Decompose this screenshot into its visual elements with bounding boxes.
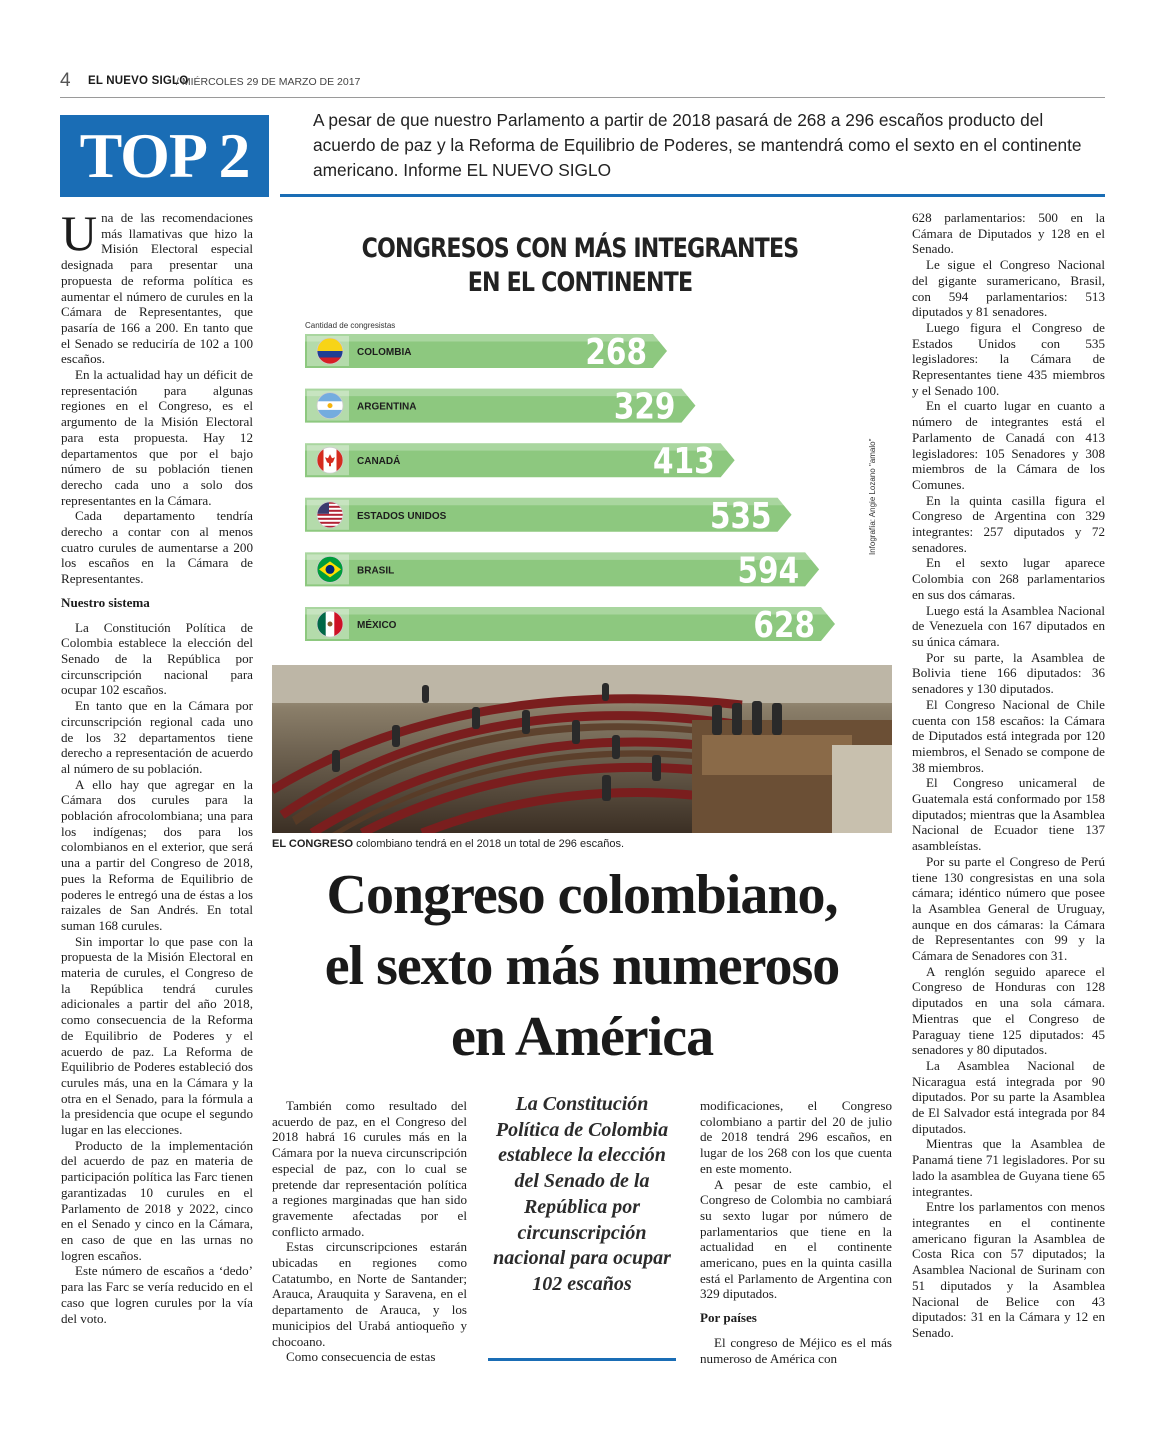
paragraph: El Congreso unicameral de Guatemala está conformado por 158 diputados; mientras que la Asamblea Nacional de Ecuador tiene 137 asambleístas. <box>912 775 1105 854</box>
chart-bar-row <box>305 603 835 646</box>
chart-category-label: COLOMBIA <box>357 347 412 358</box>
pull-quote-rule <box>488 1358 676 1361</box>
paragraph: En tanto que en la Cámara por circunscripción regional cada uno de los 32 departamentos tiene derecho a representación de acuerdo al número de su población. <box>61 698 253 776</box>
chart-category-label: BRASIL <box>357 565 395 577</box>
paragraph <box>61 205 253 367</box>
paragraph: En el sexto lugar aparece Colombia con 268 parlamentarios en sus dos cámaras. <box>912 555 1105 602</box>
chart-title <box>350 232 809 300</box>
paragraph: 628 parlamentarios: 500 en la Cámara de Diputados y 128 en el Senado. <box>912 210 1105 257</box>
headline <box>272 860 892 1073</box>
paragraph: Le sigue el Congreso Nacional del gigante suramericano, Brasil, con 594 parlamentarios: 513 diputados y 81 senadores. <box>912 257 1105 320</box>
subheading: Por países <box>700 1310 757 1326</box>
chart-bar-row <box>305 439 735 482</box>
paragraph: A ello hay que agregar en la Cámara dos curules para la población afrocolombiana; una para los indígenas; dos para los colombianos en el exterior, que será una a partir del Congreso de 2018, pues la Reforma de Equilibrio de poderes le entregó una de éstas a los raizales de San Andrés. En total suman 168 curules. <box>61 776 253 933</box>
paragraph: Sin importar lo que pase con la propuesta de la Misión Electoral en materia de curules, el Congreso de la República tendrá curules adicionales a partir del año 2018, como consecuencia de la Reforma de Equilibrio de Poderes y el acuerdo de paz. La Reforma de Equilibrio de Poderes estableció dos curules más, una en la Cámara y la otra en el Senado, para la fórmula a la presidencia que ocupe el segundo lugar en las elecciones. <box>61 933 253 1138</box>
intro-rule <box>280 194 1105 197</box>
chart-bar-row <box>305 548 819 591</box>
caption-text: colombiano tendrá en el 2018 un total de 296 escaños. <box>353 838 625 850</box>
chart-axis-label: Cantidad de congresistas <box>305 321 396 330</box>
paragraph: Entre los parlamentos con menos integrantes en el continente americano figuran la Asamblea de Costa Rica con 57 diputados; la Asamblea Nacional de Surinam con 51 diputados y la Asamblea Nacional de Belice con 43 diputados: 31 en la Cámara y 12 en Senado. <box>912 1199 1105 1340</box>
chart-data-label: 628 <box>753 603 815 646</box>
flag-icon <box>317 502 343 528</box>
infographic-credit: Infografía: Angie Lozano "amalo" <box>868 438 877 555</box>
chart-data-label: 535 <box>709 493 772 537</box>
chart-data-label: 268 <box>585 330 647 373</box>
chart-bar-row <box>305 330 667 373</box>
chart-data-label: 594 <box>737 548 800 592</box>
paragraph: Estas circunscripciones estarán ubicadas en regiones como Catatumbo, en Norte de Santander; Arauca, Arauquita y Saravena, en el departamento de Arauca, y los municipios del Urabá antioqueño y chocoano. <box>272 1239 467 1349</box>
publication-date: / MIÉRCOLES 29 DE MARZO DE 2017 <box>176 76 361 88</box>
paragraph: Producto de la implementación del acuerdo de paz en materia de participación política las Farc tienen garantizadas 10 curules en el Parlamento de 2018 y 2022, cinco en el Senado y cinco en la Cámara, en caso de que en las urnas no logren escaños. <box>61 1137 253 1263</box>
flag-icon <box>317 393 343 419</box>
paragraph: La Constitución Política de Colombia establece la elección del Senado de la República por circunscripción nacional para ocupar 102 escaños. <box>61 619 253 698</box>
paragraph: A renglón seguido aparece el Congreso de Honduras con 128 diputados en una sola cámara. Mientras que el Congreso de Paraguay tiene 125 diputados: 45 senadores y 80 diputados. <box>912 963 1105 1058</box>
newspaper-name: EL NUEVO SIGLO <box>88 75 189 87</box>
paragraph: Cada departamento tendría derecho a contar con al menos cuatro curules de aumentarse a 200 los escaños en la Cámara de Representantes. <box>61 508 253 587</box>
paragraph: El Congreso Nacional de Chile cuenta con 158 escaños: la Cámara de Diputados está integrada por 120 miembros, el Senado se compone de 38 miembros. <box>912 696 1105 775</box>
chart-data-label: 329 <box>613 384 676 428</box>
flag-icon <box>317 556 343 582</box>
chart-bar-row <box>305 494 792 537</box>
paragraph: En la actualidad hay un déficit de representación para algunas regiones en el Congreso, es el argumento de la Misión Electoral para esta propuesta. Hay 12 departamentos que por el bajo número de su población tienen derecho cada uno a solo dos representantes en la Cámara. <box>61 367 253 508</box>
paragraph: El congreso de Méjico es el más numeroso de América con <box>700 1334 892 1366</box>
article-column-5 <box>700 1098 892 1366</box>
flag-icon <box>317 611 343 637</box>
article-column-3 <box>272 1098 467 1365</box>
subheading: Nuestro sistema <box>61 594 150 610</box>
pull-quote: La Constitución Política de Colombia establece la elección del Senado de la República por circunscripción nacional para ocupar 102 escaños <box>493 1093 671 1295</box>
paragraph: En el cuarto lugar en cuanto a número de integrantes está el Parlamento de Canadá con 413 legisladores: 105 Senadores y 308 miembros de la Cámara de los Comunes. <box>912 398 1105 492</box>
paragraph: Como consecuencia de estas <box>286 1349 436 1365</box>
chart-category-label: ESTADOS UNIDOS <box>357 510 447 522</box>
paragraph: La Asamblea Nacional de Nicaragua está integrada por 90 diputados. Por su parte la Asamblea de El Salvador está integrada por 84 diputados. <box>912 1057 1105 1136</box>
headline-line: el sexto más numeroso <box>324 935 840 997</box>
chart-title-line: CONGRESOS CON MÁS INTEGRANTES <box>361 233 799 264</box>
bar-chart <box>300 318 860 650</box>
paragraph: A pesar de este cambio, el Congreso de Colombia no cambiará su sexto lugar por número de parlamentarios que tiene en la actualidad en el continente americano, pues en la quinta casilla está el Parlamento de Argentina con 329 diputados. <box>700 1176 892 1302</box>
paragraph: Luego figura el Congreso de Estados Unidos con 535 legisladores: la Cámara de Representantes tiene 435 miembros y el Senado 100. <box>912 319 1105 398</box>
chart-title-line: EN EL CONTINENTE <box>467 267 693 298</box>
paragraph: Luego está la Asamblea Nacional de Venezuela con 167 diputados en su única cámara. <box>912 602 1105 649</box>
paragraph: Mientras que la Asamblea de Panamá tiene 71 legisladores. Por su lado la asamblea de Guyana tiene 65 integrantes. <box>912 1136 1105 1199</box>
chart-data-label: 413 <box>653 439 715 482</box>
chart-bar-row <box>305 385 695 428</box>
congress-photo <box>272 665 892 833</box>
paragraph-text: na de las recomendaciones más llamativas que hizo la Misión Electoral especial designada para presentar una propuesta de reforma política es aumentar el número de curules en la Cámara de Representantes, que pasaría de 166 a 200. En tanto que el Senado se reduciría de 102 a 100 escaños. <box>61 210 253 367</box>
headline-line: Congreso colombiano, <box>326 864 838 926</box>
header-rule <box>60 97 1105 98</box>
paragraph: Por su parte el Congreso de Perú tiene 130 congresistas en una sola cámara; idéntico número que posee la Asamblea General de Uruguay, aunque en dos cámaras: la Cámara de Representantes con 99 y la Cámara de Senadores con 31. <box>912 853 1105 964</box>
paragraph: Este número de escaños a ‘dedo’ para las Farc se vería reducido en el caso que logren curules por la vía del voto. <box>61 1263 253 1326</box>
paragraph: modificaciones, el Congreso colombiano a partir del 20 de julio de 2018 tendrá 296 escaños, en lugar de los 268 con los que cuenta en este momento. <box>700 1098 892 1176</box>
paragraph: Por su parte, la Asamblea de Bolivia tiene 166 diputados: 36 senadores y 130 diputados. <box>912 649 1105 697</box>
chart-category-label: MÉXICO <box>357 620 397 631</box>
chart-category-label: CANADÁ <box>357 456 401 468</box>
drop-cap: U <box>61 205 98 261</box>
caption-lead: EL CONGRESO <box>272 838 354 850</box>
chart-category-label: ARGENTINA <box>357 401 417 413</box>
photo-caption <box>272 838 624 850</box>
paragraph: También como resultado del acuerdo de paz, en el Congreso del 2018 habrá 16 curules más en la Cámara por la nueva circunscripción especial de paz, con lo cual se pretende dar representación política a regiones marginadas que han sido gravemente afectadas por el conflicto armado. <box>272 1098 467 1239</box>
page-number: 4 <box>60 70 71 91</box>
section-label: TOP 2 <box>79 120 250 191</box>
article-column-right <box>912 210 1105 1341</box>
flag-icon <box>317 338 343 364</box>
headline-line: en América <box>450 1006 714 1068</box>
article-column-1 <box>61 205 253 1326</box>
flag-icon <box>317 447 343 473</box>
paragraph: En la quinta casilla figura el Congreso de Argentina con 329 integrantes: 257 diputados y 72 senadores. <box>912 492 1105 555</box>
intro-deck: A pesar de que nuestro Parlamento a partir de 2018 pasará de 268 a 296 escaños producto del acuerdo de paz y la Reforma de Equilibrio de Poderes, se mantendrá como el sexto en el continente americano. Informe EL NUEVO SIGLO <box>313 110 1082 180</box>
